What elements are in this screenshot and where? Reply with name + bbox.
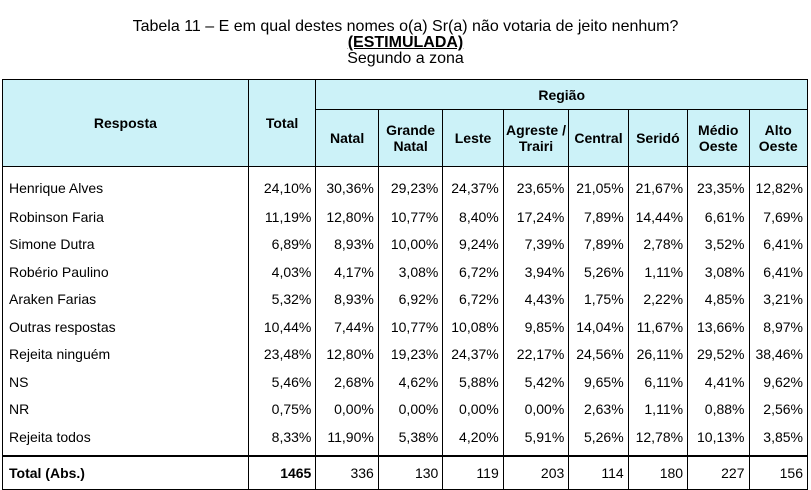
- cell-value: 8,93%: [316, 231, 378, 259]
- cell-value: 10,77%: [378, 203, 443, 231]
- cell-value: 11,67%: [628, 313, 687, 341]
- total-label: Total (Abs.): [3, 456, 249, 490]
- cell-value: 4,41%: [688, 368, 749, 396]
- header-region: Agreste / Trairi: [503, 110, 569, 167]
- cell-value: 1,11%: [628, 396, 687, 424]
- row-label: Rejeita todos: [3, 423, 249, 456]
- row-label: Outras respostas: [3, 313, 249, 341]
- cell-value: 7,89%: [569, 203, 628, 231]
- cell-value: 38,46%: [749, 341, 808, 369]
- cell-total: 11,19%: [248, 203, 316, 231]
- cell-value: 4,62%: [378, 368, 443, 396]
- row-label: Simone Dutra: [3, 231, 249, 259]
- total-region-count: 114: [569, 456, 628, 490]
- cell-total: 0,75%: [248, 396, 316, 424]
- cell-value: 12,80%: [316, 203, 378, 231]
- cell-value: 14,44%: [628, 203, 687, 231]
- cell-value: 13,66%: [688, 313, 749, 341]
- cell-value: 7,44%: [316, 313, 378, 341]
- cell-value: 24,37%: [443, 341, 503, 369]
- table-subtitle: (ESTIMULADA): [347, 34, 464, 51]
- title-block: [0, 18, 811, 67]
- table-row: [3, 423, 808, 456]
- table-caption: Segundo a zona: [347, 50, 464, 67]
- cell-value: 5,38%: [378, 423, 443, 456]
- cell-value: 9,65%: [569, 368, 628, 396]
- cell-value: 21,05%: [569, 167, 628, 204]
- header-region: Leste: [443, 110, 503, 167]
- cell-value: 6,41%: [749, 231, 808, 259]
- header-region: Grande Natal: [378, 110, 443, 167]
- total-region-count: 119: [443, 456, 503, 490]
- header-region: Seridó: [628, 110, 687, 167]
- row-label: Robério Paulino: [3, 258, 249, 286]
- cell-value: 5,88%: [443, 368, 503, 396]
- cell-value: 2,63%: [569, 396, 628, 424]
- cell-value: 9,24%: [443, 231, 503, 259]
- cell-value: 30,36%: [316, 167, 378, 204]
- cell-value: 2,22%: [628, 286, 687, 314]
- table-title: Tabela 11 – E em qual destes nomes o(a) Sr(a) não votaria de jeito nenhum?: [132, 18, 679, 35]
- cell-value: 23,65%: [503, 167, 569, 204]
- table-row: [3, 341, 808, 369]
- cell-value: 1,75%: [569, 286, 628, 314]
- header-region: Alto Oeste: [749, 110, 808, 167]
- cell-value: 2,78%: [628, 231, 687, 259]
- cell-value: 3,52%: [688, 231, 749, 259]
- table-row: [3, 231, 808, 259]
- cell-value: 0,00%: [316, 396, 378, 424]
- cell-total: 5,32%: [248, 286, 316, 314]
- cell-value: 0,00%: [503, 396, 569, 424]
- cell-total: 23,48%: [248, 341, 316, 369]
- results-table: [2, 79, 808, 490]
- cell-value: 22,17%: [503, 341, 569, 369]
- cell-value: 12,78%: [628, 423, 687, 456]
- row-label: Robinson Faria: [3, 203, 249, 231]
- cell-value: 8,97%: [749, 313, 808, 341]
- cell-total: 4,03%: [248, 258, 316, 286]
- cell-value: 5,26%: [569, 423, 628, 456]
- cell-total: 5,46%: [248, 368, 316, 396]
- cell-total: 6,89%: [248, 231, 316, 259]
- cell-value: 3,85%: [749, 423, 808, 456]
- table-row: [3, 286, 808, 314]
- cell-value: 29,52%: [688, 341, 749, 369]
- header-region: Natal: [316, 110, 378, 167]
- row-label: Henrique Alves: [3, 167, 249, 204]
- cell-value: 4,17%: [316, 258, 378, 286]
- total-row: [3, 456, 808, 490]
- cell-value: 7,89%: [569, 231, 628, 259]
- table-row: [3, 313, 808, 341]
- cell-total: 8,33%: [248, 423, 316, 456]
- table-row: [3, 368, 808, 396]
- header-region: Médio Oeste: [688, 110, 749, 167]
- cell-value: 0,00%: [443, 396, 503, 424]
- total-region-count: 130: [378, 456, 443, 490]
- cell-value: 21,67%: [628, 167, 687, 204]
- cell-value: 5,26%: [569, 258, 628, 286]
- cell-value: 24,37%: [443, 167, 503, 204]
- cell-value: 2,68%: [316, 368, 378, 396]
- cell-value: 10,77%: [378, 313, 443, 341]
- cell-value: 6,61%: [688, 203, 749, 231]
- cell-value: 4,43%: [503, 286, 569, 314]
- cell-value: 10,08%: [443, 313, 503, 341]
- cell-value: 9,85%: [503, 313, 569, 341]
- table-row: [3, 167, 808, 204]
- cell-value: 5,42%: [503, 368, 569, 396]
- cell-value: 9,62%: [749, 368, 808, 396]
- cell-value: 23,35%: [688, 167, 749, 204]
- cell-value: 4,85%: [688, 286, 749, 314]
- row-label: NR: [3, 396, 249, 424]
- cell-value: 19,23%: [378, 341, 443, 369]
- row-label: Araken Farias: [3, 286, 249, 314]
- cell-value: 17,24%: [503, 203, 569, 231]
- total-region-count: 336: [316, 456, 378, 490]
- cell-value: 8,93%: [316, 286, 378, 314]
- cell-value: 0,00%: [378, 396, 443, 424]
- cell-value: 2,56%: [749, 396, 808, 424]
- cell-value: 0,88%: [688, 396, 749, 424]
- row-label: NS: [3, 368, 249, 396]
- cell-value: 12,82%: [749, 167, 808, 204]
- cell-value: 5,91%: [503, 423, 569, 456]
- cell-value: 12,80%: [316, 341, 378, 369]
- cell-value: 3,94%: [503, 258, 569, 286]
- cell-total: 10,44%: [248, 313, 316, 341]
- total-region-count: 156: [749, 456, 808, 490]
- cell-value: 24,56%: [569, 341, 628, 369]
- table-row: [3, 258, 808, 286]
- total-region-count: 180: [628, 456, 687, 490]
- table-row: [3, 203, 808, 231]
- cell-value: 6,72%: [443, 258, 503, 286]
- total-count: 1465: [248, 456, 316, 490]
- cell-value: 3,21%: [749, 286, 808, 314]
- cell-value: 8,40%: [443, 203, 503, 231]
- cell-value: 3,08%: [688, 258, 749, 286]
- cell-value: 6,92%: [378, 286, 443, 314]
- header-total: Total: [248, 80, 316, 167]
- cell-value: 7,39%: [503, 231, 569, 259]
- cell-value: 6,41%: [749, 258, 808, 286]
- total-region-count: 227: [688, 456, 749, 490]
- header-regiao: Região: [316, 80, 808, 110]
- cell-value: 11,90%: [316, 423, 378, 456]
- cell-value: 6,72%: [443, 286, 503, 314]
- cell-value: 4,20%: [443, 423, 503, 456]
- cell-value: 26,11%: [628, 341, 687, 369]
- header-region: Central: [569, 110, 628, 167]
- header-resposta: Resposta: [3, 80, 249, 167]
- cell-total: 24,10%: [248, 167, 316, 204]
- table-row: [3, 396, 808, 424]
- cell-value: 6,11%: [628, 368, 687, 396]
- cell-value: 29,23%: [378, 167, 443, 204]
- cell-value: 7,69%: [749, 203, 808, 231]
- total-region-count: 203: [503, 456, 569, 490]
- row-label: Rejeita ninguém: [3, 341, 249, 369]
- cell-value: 1,11%: [628, 258, 687, 286]
- cell-value: 3,08%: [378, 258, 443, 286]
- cell-value: 14,04%: [569, 313, 628, 341]
- table-body: [3, 167, 808, 490]
- cell-value: 10,13%: [688, 423, 749, 456]
- cell-value: 10,00%: [378, 231, 443, 259]
